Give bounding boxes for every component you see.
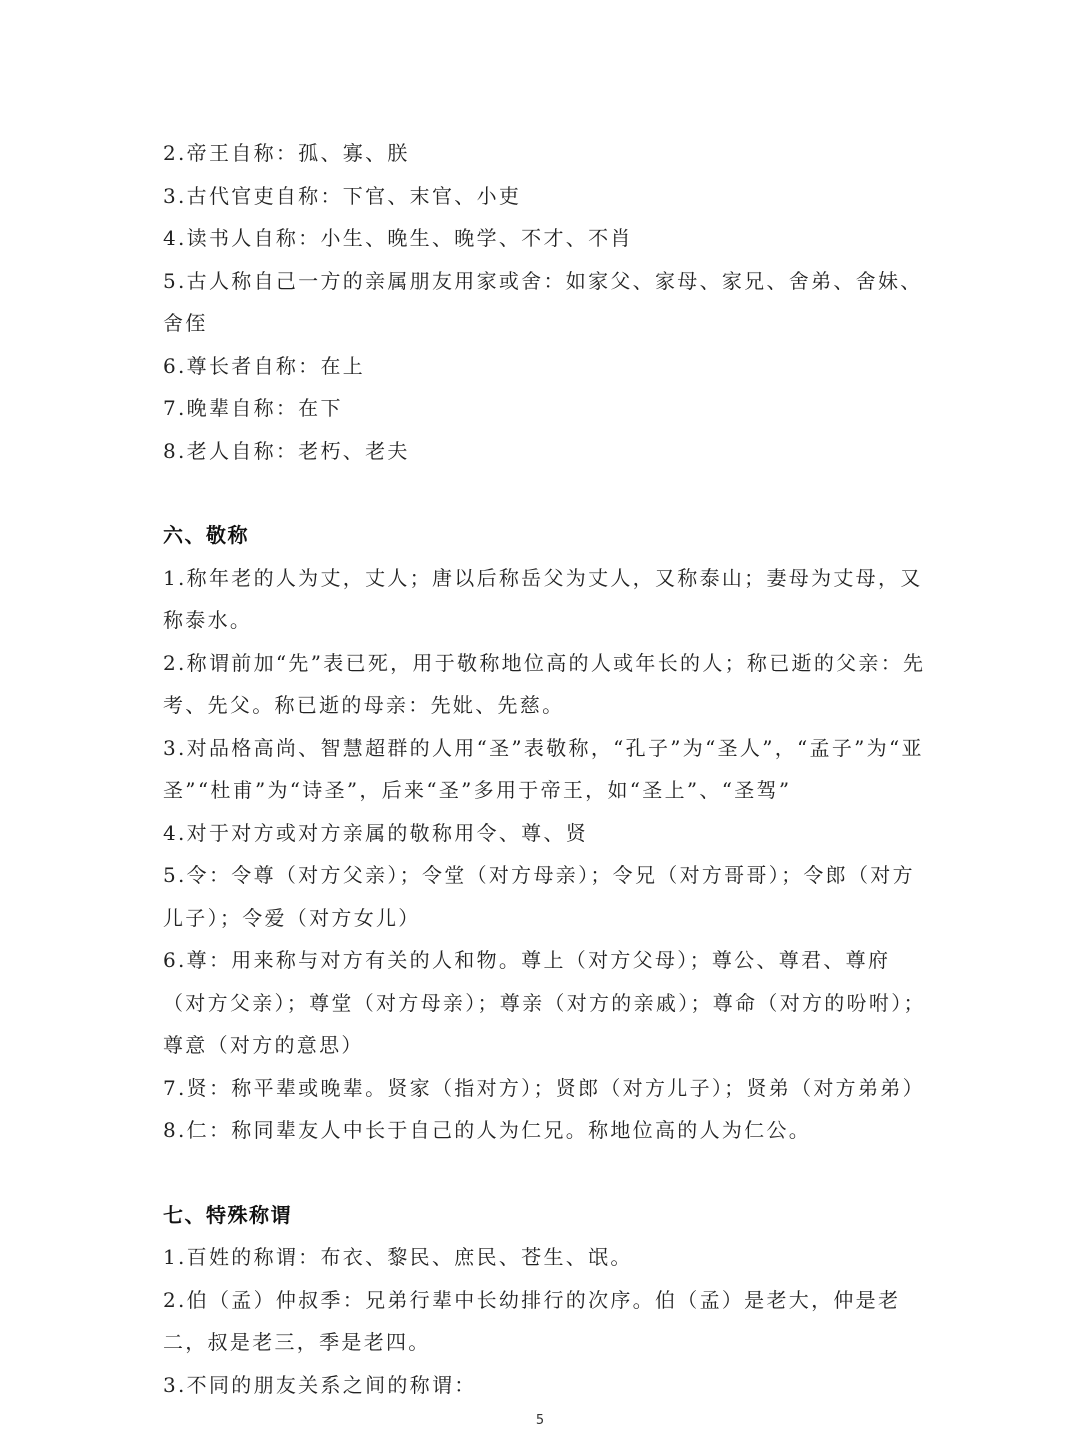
list-item: 4.对于对方或对方亲属的敬称用令、尊、贤: [163, 820, 589, 845]
section-spacer: [163, 472, 933, 514]
section-heading: 六、敬称: [163, 523, 249, 547]
list-item: 1.称年老的人为丈，丈人；唐以后称岳父为丈人，又称泰山；妻母为丈母，又称泰水。: [163, 565, 923, 632]
section-five-list: [163, 132, 933, 472]
list-item: 3.对品格高尚、智慧超群的人用“圣”表敬称，“孔子”为“圣人”，“孟子”为“亚圣”“杜甫”为“诗圣”，后来“圣”多用于帝王，如“圣上”、“圣驾”: [163, 735, 924, 802]
list-item: 6.尊长者自称：在上: [163, 353, 366, 378]
list-item: 4.读书人自称：小生、晚生、晚学、不才、不肖: [163, 226, 633, 250]
section-seven: [163, 1194, 933, 1407]
list-item: 2.称谓前加“先”表已死，用于敬称地位高的人或年长的人；称已逝的父亲：先考、先父。称已逝的母亲：先妣、先慈。: [163, 650, 926, 717]
list-item: 3.不同的朋友关系之间的称谓：: [163, 1372, 477, 1397]
list-item: 2.帝王自称：孤、寡、朕: [163, 141, 410, 165]
list-item: 8.老人自称：老朽、老夫: [163, 438, 410, 463]
list-item: 5.令：令尊（对方父亲）；令堂（对方母亲）；令兄（对方哥哥）；令郎（对方儿子）；令爱（对方女儿）: [163, 863, 915, 930]
page-number: 5: [535, 1413, 545, 1428]
list-item: 5.古人称自己一方的亲属朋友用家或舍：如家父、家母、家兄、舍弟、舍妹、舍侄: [163, 268, 923, 335]
list-item: 2.伯（孟）仲叔季：兄弟行辈中长幼排行的次序。伯（孟）是老大，仲是老二，叔是老三，季是老四。: [163, 1287, 901, 1354]
section-six: [163, 514, 933, 1152]
section-spacer: [163, 1152, 933, 1194]
list-item: 6.尊：用来称与对方有关的人和物。尊上（对方父母）；尊公、尊君、尊府（对方父亲）；尊堂（对方母亲）；尊亲（对方的亲戚）；尊命（对方的吩咐）；尊意（对方的意思）: [163, 948, 926, 1057]
document-body: [163, 132, 933, 1406]
list-item: 7.贤：称平辈或晚辈。贤家（指对方）；贤郎（对方儿子）；贤弟（对方弟弟）: [163, 1075, 925, 1100]
list-item: 3.古代官吏自称：下官、末官、小吏: [163, 183, 522, 208]
list-item: 8.仁：称同辈友人中长于自己的人为仁兄。称地位高的人为仁公。: [163, 1118, 812, 1142]
list-item: 7.晚辈自称：在下: [163, 396, 343, 420]
section-heading: 七、特殊称谓: [163, 1202, 292, 1227]
list-item: 1.百姓的称谓：布衣、黎民、庶民、苍生、氓。: [163, 1245, 633, 1269]
